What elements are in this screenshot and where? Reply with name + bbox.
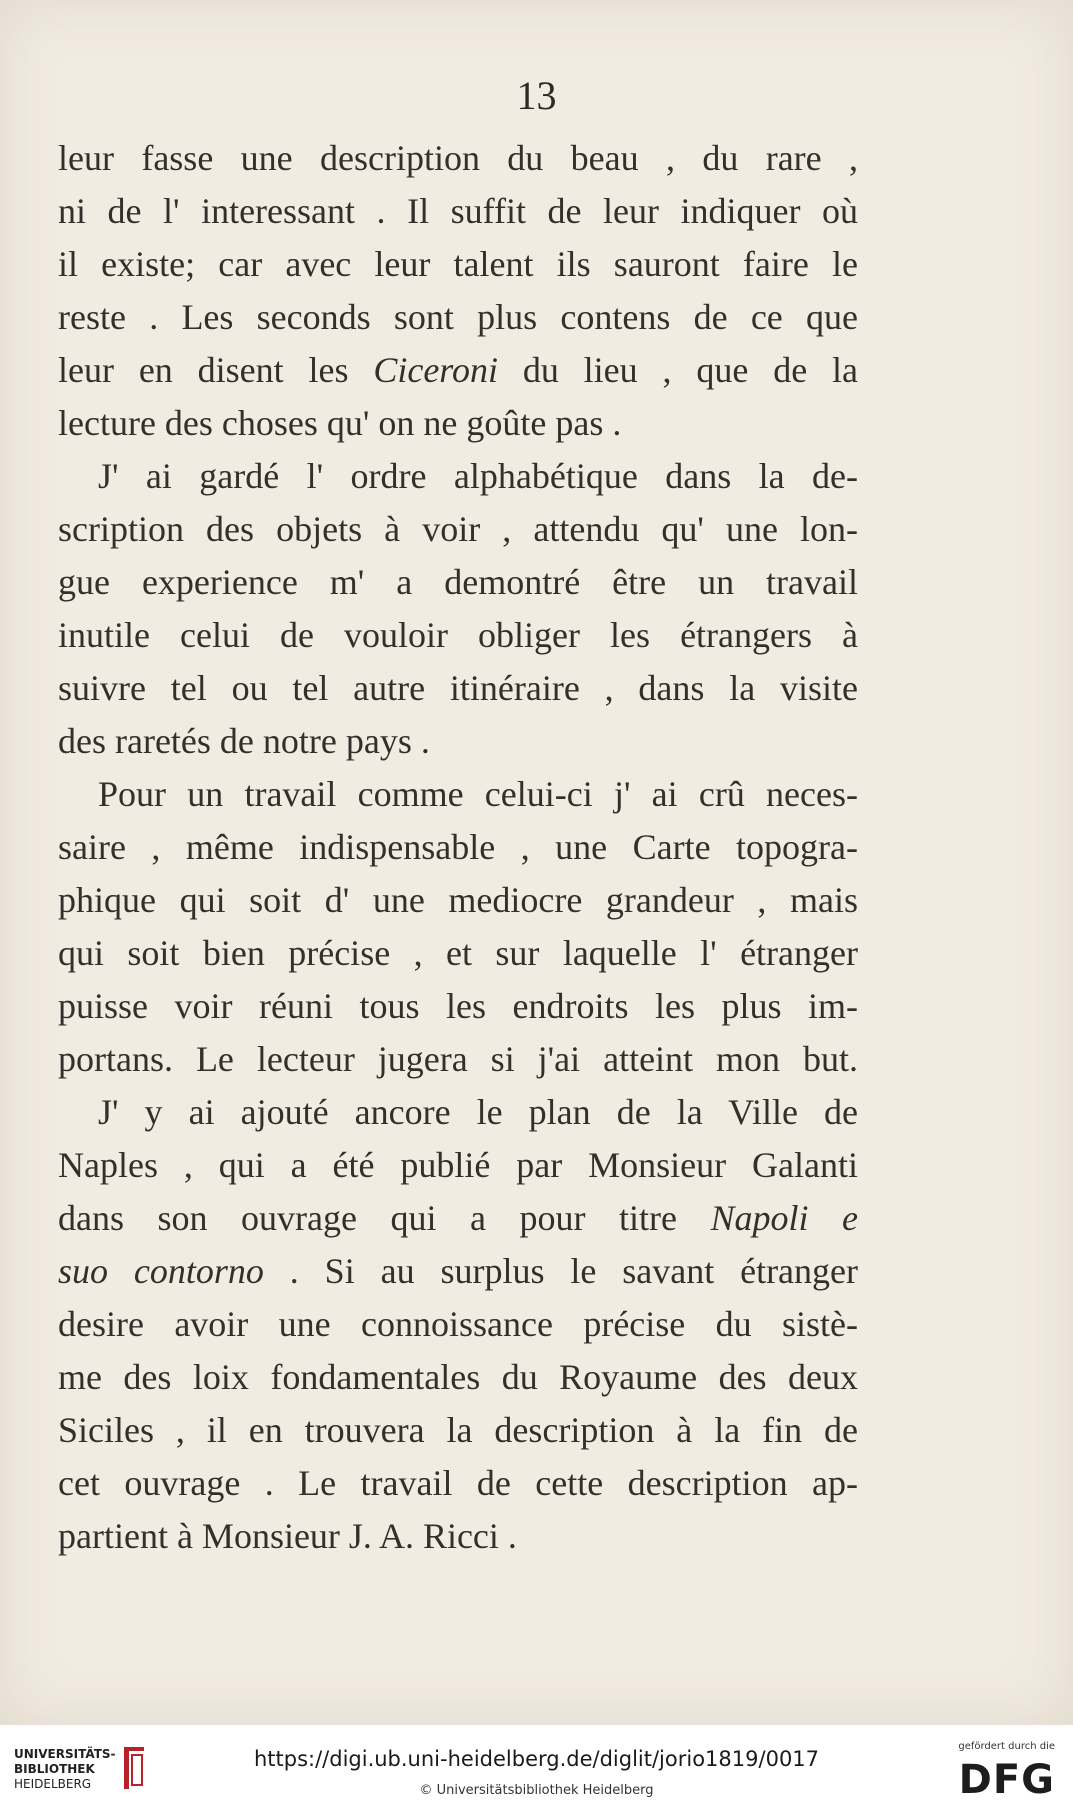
library-logo-line: UNIVERSITÄTS- (14, 1747, 116, 1761)
text-span: des raretés de notre pays . (58, 721, 430, 761)
text-span: portans. Le lecteur jugera si j'ai atteint mon but. (58, 1039, 858, 1079)
text-line (58, 1192, 858, 1245)
text-span: gue experience m' a demontré être un travail (58, 562, 858, 602)
text-line (58, 874, 858, 927)
text-line (58, 1245, 858, 1298)
text-line (58, 238, 858, 291)
text-span: inutile celui de vouloir obliger les étrangers à (58, 615, 858, 655)
text-span: J' y ai ajouté ancore le plan de la Ville de (98, 1092, 858, 1132)
text-line (58, 821, 858, 874)
text-span: partient à Monsieur J. A. Ricci . (58, 1516, 517, 1556)
text-line (58, 1457, 858, 1510)
text-line (58, 1510, 858, 1563)
text-span: . Si au surplus le savant étranger (263, 1251, 858, 1291)
copyright-notice: © Universitätsbibliothek Heidelberg (419, 1783, 654, 1798)
body-text (58, 132, 858, 1563)
text-span: dans son ouvrage qui a pour titre (58, 1198, 711, 1238)
text-line (58, 980, 858, 1033)
permalink-url[interactable]: https://digi.ub.uni-heidelberg.de/diglit/jorio1819/0017 (253, 1747, 820, 1771)
page-number: 13 (516, 73, 557, 118)
text-line (58, 1351, 858, 1404)
dfg-logo: DFG (958, 1757, 1055, 1803)
text-line (58, 450, 858, 503)
viewer-footer (0, 1725, 1073, 1817)
text-line (58, 1086, 858, 1139)
text-span: du lieu , que de la (497, 350, 858, 390)
text-line (58, 1298, 858, 1351)
funding-note: gefördert durch die (958, 1741, 1055, 1752)
text-span: il existe; car avec leur talent ils sauront faire le (58, 244, 858, 284)
text-line (58, 768, 858, 821)
text-line (58, 291, 858, 344)
italic-text: Napoli e (710, 1198, 858, 1238)
library-logo-line: HEIDELBERG (14, 1777, 92, 1791)
text-line (58, 1404, 858, 1457)
text-span: suivre tel ou tel autre itinéraire , dans la visite (58, 668, 858, 708)
text-line (58, 1139, 858, 1192)
text-span: phique qui soit d' une mediocre grandeur , mais (58, 880, 858, 920)
text-line (58, 715, 858, 768)
text-span: scription des objets à voir , attendu qu' une lon- (58, 509, 858, 549)
text-span: me des loix fondamentales du Royaume des deux (58, 1357, 858, 1397)
text-span: saire , même indispensable , une Carte topogra- (58, 827, 858, 867)
text-line (58, 609, 858, 662)
text-line (58, 1033, 858, 1086)
text-line (58, 397, 858, 450)
text-line (58, 344, 858, 397)
text-span: Naples , qui a été publié par Monsieur Galanti (58, 1145, 858, 1185)
text-span: cet ouvrage . Le travail de cette description ap- (58, 1463, 858, 1503)
text-span: lecture des choses qu' on ne goûte pas . (58, 403, 622, 443)
text-span: Pour un travail comme celui-ci j' ai crû neces- (98, 774, 858, 814)
text-line (58, 556, 858, 609)
italic-text: suo contorno (58, 1251, 264, 1291)
library-logo-line: BIBLIOTHEK (14, 1762, 95, 1776)
text-line (58, 132, 858, 185)
text-span: ni de l' interessant . Il suffit de leur indiquer où (58, 191, 858, 231)
text-span: reste . Les seconds sont plus contens de ce que (58, 297, 858, 337)
text-line (58, 662, 858, 715)
text-span: leur en disent les (58, 350, 374, 390)
italic-text: Ciceroni (373, 350, 498, 390)
text-span: J' ai gardé l' ordre alphabétique dans la de- (98, 456, 858, 496)
text-line (58, 503, 858, 556)
text-span: leur fasse une description du beau , du rare , (58, 138, 858, 178)
text-span: Siciles , il en trouvera la description à la fin de (58, 1410, 858, 1450)
text-line (58, 185, 858, 238)
text-span: desire avoir une connoissance précise du sistè- (58, 1304, 858, 1344)
text-span: puisse voir réuni tous les endroits les plus im- (58, 986, 858, 1026)
text-span: qui soit bien précise , et sur laquelle l' étranger (58, 933, 858, 973)
text-line (58, 927, 858, 980)
